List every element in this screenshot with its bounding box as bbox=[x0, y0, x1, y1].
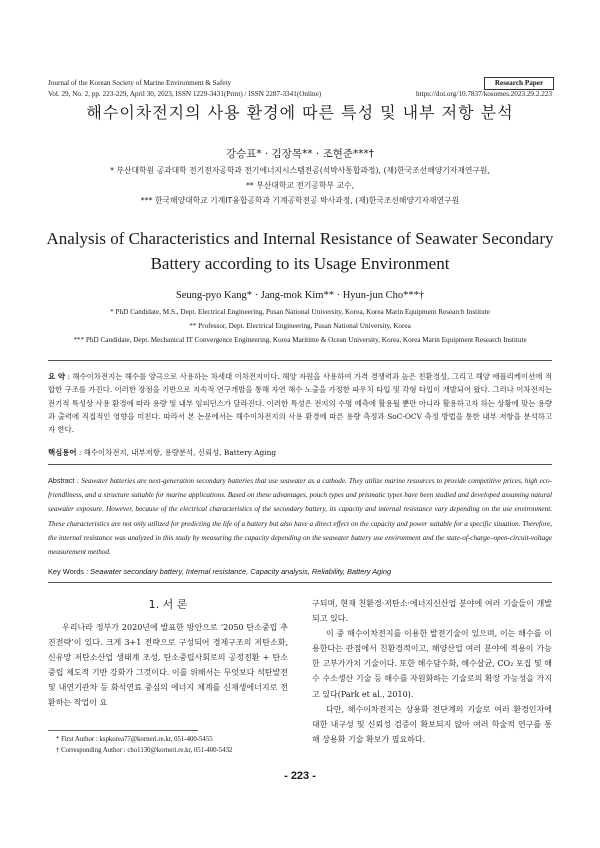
body-right-column bbox=[312, 596, 552, 747]
english-title bbox=[40, 226, 560, 276]
divider bbox=[48, 582, 552, 583]
page-number: - 223 - bbox=[284, 770, 316, 782]
footnote-corresponding-author: † Corresponding Author : cho1130@korneri.re.kr, 051-400-5432 bbox=[56, 747, 233, 754]
footnote-divider bbox=[48, 730, 198, 731]
english-abstract-label: Abstract bbox=[48, 476, 75, 485]
korean-keywords bbox=[48, 447, 552, 458]
korean-affiliation-1: * 부산대학원 공과대학 전기전자공학과 전기에너지시스템전공(석박사통합과정), (재)한국조선해양기자재연구원, bbox=[110, 166, 490, 175]
english-authors: Seung-pyo Kang* · Jang-mok Kim** · Hyun-jun Cho***† bbox=[175, 290, 425, 301]
korean-abstract-label: 요 약 bbox=[48, 372, 65, 381]
journal-info bbox=[48, 78, 321, 100]
body-paragraph: 다만, 해수이차전지는 상용화 전단계의 기술로 여러 환경인자에 대한 내구성 및 신뢰성 검증이 확보되지 않아 여러 학술적 연구를 통해 상용화 기술 확보가 필요하다. bbox=[312, 704, 552, 744]
divider bbox=[48, 360, 552, 361]
korean-title: 해수이차전지의 사용 환경에 따른 특성 및 내부 저항 분석 bbox=[86, 103, 514, 122]
body-paragraph: 우리나라 정부가 2020년에 발표한 방안으로 ‘2050 탄소중립 추진전략’이 있다. 크게 3+1 전략으로 구성되어 경제구조의 저탄소화, 신유망 저탄소산업 생태계 조성, 탄소중립사회로의 공정전환 + 탄소중립 제도적 기반 강화가 그것이다. 이를 위해서는 무엇보다 석탄발전 및 내연기관차 등 화석연료 중심의 에너지 체계를 신재생에너지로 전환하는 작업이 요 bbox=[48, 623, 288, 708]
footnote-first-author: * First Author : kspkorea77@korneri.re.kr, 051-400-5455 bbox=[56, 736, 213, 743]
english-title-line-2: Battery according to its Usage Environment bbox=[150, 254, 450, 273]
journal-name: Journal of the Korean Society of Marine Environment & Safety bbox=[48, 79, 232, 87]
english-keywords-label: Key Words bbox=[48, 567, 85, 576]
english-affiliation-1: * PhD Candidate, M.S., Dept. Electrical Engineering, Pusan National University, Korea, Korea Marin Equipment Research Institute bbox=[110, 308, 490, 316]
body-left-column bbox=[48, 620, 288, 711]
english-affiliation-3: *** PhD Candidate, Dept. Mechanical IT Convergence Engineering, Korea Maritime & Ocean University, Korea, Korea Marin Equipment Research Institute bbox=[73, 336, 527, 344]
korean-authors: 강승표* · 김장목** · 조현준***† bbox=[225, 148, 375, 160]
body-paragraph: 구되며, 현재 친환경·저탄소·에너지신산업 분야에 여러 기술들이 개발되고 있다. bbox=[312, 599, 552, 624]
korean-keywords-label: 핵심용어 bbox=[48, 448, 77, 457]
korean-affiliation-2: ** 부산대학교 전기공학부 교수, bbox=[245, 181, 355, 190]
english-keywords bbox=[48, 567, 552, 576]
korean-affiliation-3: *** 한국해양대학교 기계IT융합공학과 기계공학전공 박사과정, (재)한국조선해양기자재연구원 bbox=[140, 196, 460, 205]
body-paragraph: 이 중 해수이차전지를 이용한 발전기술이 있으며, 이는 해수를 이용한다는 관점에서 친환경적이고, 해양산업 여러 분야에 적용이 가능한 고부가가치 기술이다. 또한 해수담수화, 해수살균, CO₂ 포집 및 해수 수소생산 기술 등 해수를 자원화하는 기술로의 확장 가능성을 가지고 있다(Park et al., 2010). bbox=[312, 629, 552, 699]
english-keywords-text: : Seawater secondary battery, Internal resistance, Capacity analysis, Reliability, Battery Aging bbox=[86, 567, 392, 576]
divider bbox=[48, 464, 552, 465]
doi-link[interactable]: https://doi.org/10.7837/kosomes.2023.29.2.223 bbox=[415, 90, 552, 98]
korean-abstract-text: : 해수이차전지는 해수를 양극으로 사용하는 차세대 이차전지이다. 해양 자원을 사용하여 가격 경쟁력과 높은 친환경성, 그리고 해양 애플리케이션에 적합한 구조를 가진다. 이러한 장점을 기반으로 지속적 연구개발을 통해 자연 해수 노출을 가정한 파우치 타입 및 각형 타입이 개발되어 왔다. 그러나 이차전지는 전기적 특성상 사용 환경에 따라 용량 및 내부 임피던스가 달라진다. 이러한 특성은 전지의 수명 예측에 활용될 뿐만 아니라 활용하고자 하는 상황에 맞는 용량과 출력에 직접적인 영향을 미친다. 따라서 본 논문에서는 해수이차전지의 사용 환경에 따른 용량 측정과 SoC-OCV 측정 방법을 통한 내부 저항을 분석하고자 한다. bbox=[48, 372, 552, 435]
english-abstract-text: : Seawater batteries are next-generation secondary batteries that use seawater as a cathode. They utilize marine resources to provide competitive prices, high eco-friendliness, and a structure suitable for marine applications. Based on these advantages, pouch types and prismatic types have been studied and developed assuming natural seawater exposure. However, because of the electrical characteristics of the secondary battery, its capacity and internal resistance vary depending on the use environment. These characteristics are not only utilized for predicting the life of a battery but also have a direct effect on the capacity and power suitable for a specific situation. Therefore, the internal resistance was analyzed in this study by measuring the capacity depending on the seawater battery use environment and the state-of-charge–open-circuit-voltage measurement method. bbox=[48, 477, 552, 557]
english-title-line-1: Analysis of Characteristics and Internal Resistance of Seawater Secondary bbox=[46, 229, 554, 248]
korean-abstract bbox=[48, 370, 552, 436]
korean-keywords-text: : 해수이차전지, 내부저항, 용량분석, 신뢰성, Battery Aging bbox=[78, 448, 277, 457]
section-title: 1. 서 론 bbox=[148, 598, 188, 611]
journal-volume: Vol. 29, No. 2, pp. 223-229, April 30, 2023, ISSN 1229-3431(Print) / ISSN 2287-3341(Online) bbox=[48, 90, 322, 98]
english-affiliation-2: ** Professor, Dept. Electrical Engineering, Pusan National University, Korea bbox=[189, 322, 411, 330]
english-abstract bbox=[48, 474, 552, 559]
paper-type-badge: Research Paper bbox=[484, 77, 554, 90]
